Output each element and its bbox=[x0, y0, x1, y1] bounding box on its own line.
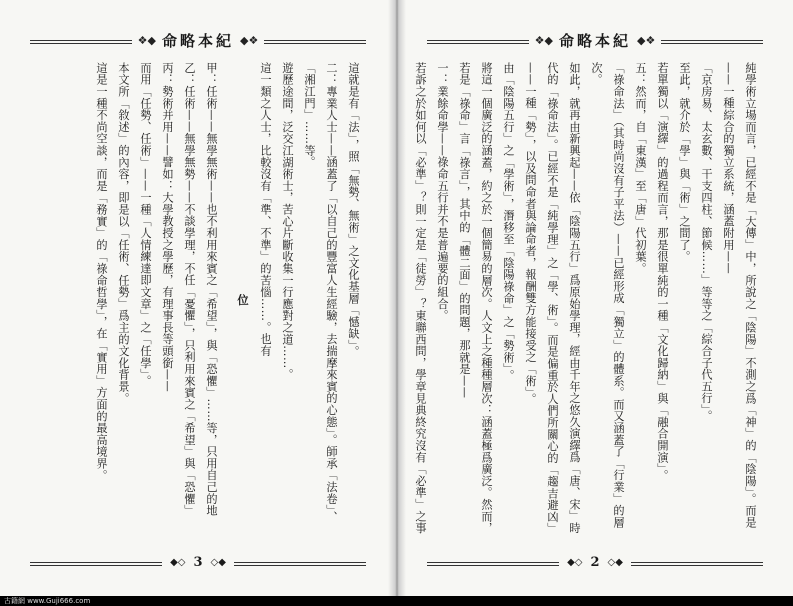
footer-rule bbox=[234, 562, 366, 563]
left-page-footer bbox=[30, 554, 366, 570]
right-page-footer bbox=[427, 554, 763, 570]
diamond-icon: ◇◆ bbox=[607, 556, 623, 568]
paragraph: 遊歷途間，泛交江湖術士，苦心片斷收集一行應對之道……。 bbox=[281, 62, 294, 381]
paragraph: 甲：任術——無學無術——也不利用來賓之「希望」，與「恐懼」……等，只用自己的地 bbox=[205, 62, 218, 517]
ornament-icon: ❖◆ bbox=[137, 33, 156, 47]
header-rule bbox=[661, 40, 763, 41]
paragraph: 「祿命法」（其時尚沒有子平法）——已經形成「獨立」的體系。而又涵蓋了「行業」的層次。 bbox=[590, 62, 625, 529]
footer-rule bbox=[427, 562, 559, 563]
paragraph: 將這一個廣泛的涵蓋，約之於一個簡易的層次。人文上之種種層次：涵蓋極爲廣泛。然而，若是「祿命」言「祿言」，其中的「體二面」的問題，那就是—— bbox=[458, 62, 493, 534]
book-gutter bbox=[388, 0, 406, 596]
paragraph: 若單獨以「演繹」的過程而言，那是很單純的一種「文化歸納」與「融合開演」。 bbox=[656, 62, 669, 482]
paragraph: 這是一種不尚空談，而是「務實」的「祿命哲學」，在「實用」方面的最高境界。 bbox=[95, 62, 108, 482]
right-header-title: 命略本紀 bbox=[559, 31, 632, 50]
watermark-bar: 古籍網 www.Guji666.com bbox=[0, 596, 793, 606]
paragraph: 二：專業人士——涵蓋了「以自己的豐富人生經驗，去揣摩來賓的心態」。師承「法卷」、「湘江門」……等。 bbox=[303, 62, 338, 523]
diamond-icon: ◇◆ bbox=[210, 556, 226, 568]
header-rule bbox=[264, 40, 366, 41]
header-rule bbox=[30, 40, 132, 41]
ornament-icon: ◆❖ bbox=[240, 33, 259, 47]
paragraph: 如此，就再由新興起——依「陰陽五行」爲原始學理，經由千年之悠久演繹爲「唐、宋」時代的「祿命法」。已經不是「純學理」之「學、術」。而是偏重於人們所關心的「趨吉避凶」——一種「勢」，以及問命者與論命者，報酬雙方能接受之「術」。 bbox=[524, 62, 581, 535]
paragraph: 五：然而，自「東漢」至「唐」代初葉。 bbox=[634, 62, 647, 275]
header-rule bbox=[427, 40, 529, 41]
right-page-body bbox=[414, 62, 761, 538]
paragraph: 由「陰陽五行」之「學術」，潛移至「陰陽祿命」之「勢術」。 bbox=[502, 62, 515, 382]
footer-rule bbox=[30, 562, 162, 563]
paragraph: 「京房易、太玄數、干支四柱、節候……」等等之「綜合子代五行」。 bbox=[700, 62, 713, 423]
paragraph: 至此，就介於「學」與「術」之間了。 bbox=[678, 62, 691, 263]
left-page bbox=[0, 0, 396, 596]
paragraph: 若訴之於如何以「必準」？則一定是「徒勞」？東聯西問，學章見典終究沒有「必準」之事 bbox=[414, 62, 427, 534]
ornament-icon: ❖◆ bbox=[534, 33, 553, 47]
paragraph: 這就是有「法」，照「無勢、無術」之文化基層「憾缺」。 bbox=[347, 62, 360, 358]
left-page-body bbox=[38, 62, 364, 538]
page-number: 3 bbox=[193, 554, 203, 570]
paragraph: 本文所「敘述」的內容，即是以「任術、任勢」爲主的文化背景。 bbox=[117, 62, 130, 405]
left-header-title: 命略本紀 bbox=[162, 31, 235, 50]
left-page-header bbox=[30, 30, 366, 50]
footer-rule bbox=[631, 562, 763, 563]
right-page bbox=[397, 0, 793, 596]
section-mark: 位 bbox=[236, 294, 250, 306]
paragraph: 一：業餘命學——祿命五行并不是普遍要的組合。 bbox=[436, 62, 449, 322]
paragraph: 丙：勢術并用——譬如：大學教授之學歷，有理事長等頭銜—— bbox=[161, 62, 174, 393]
diamond-icon: ◆◇ bbox=[567, 556, 583, 568]
page-number: 2 bbox=[590, 554, 600, 570]
right-page-header bbox=[427, 30, 763, 50]
paragraph: 而用「任勢、任術」——一種「人情練達即文章」之「任學」。 bbox=[139, 62, 152, 387]
paragraph: 純學術立場而言，已經不是「大傳」中，所說之「陰陽」不測之爲「神」的「陰陽」。而是 bbox=[744, 62, 757, 529]
paragraph: ——一種綜合的獨立系統，涵蓋附用—— bbox=[722, 62, 735, 275]
paragraph: 這一類之人士，比較沒有「準、不準」的苦惱……。也有 bbox=[259, 62, 272, 357]
paragraph: 乙：任術——無學無勢——不談學理，不任「憂懼」，只利用來賓之「希望」與「恐懼」 bbox=[183, 62, 196, 517]
ornament-icon: ◆❖ bbox=[637, 33, 656, 47]
diamond-icon: ◆◇ bbox=[170, 556, 186, 568]
